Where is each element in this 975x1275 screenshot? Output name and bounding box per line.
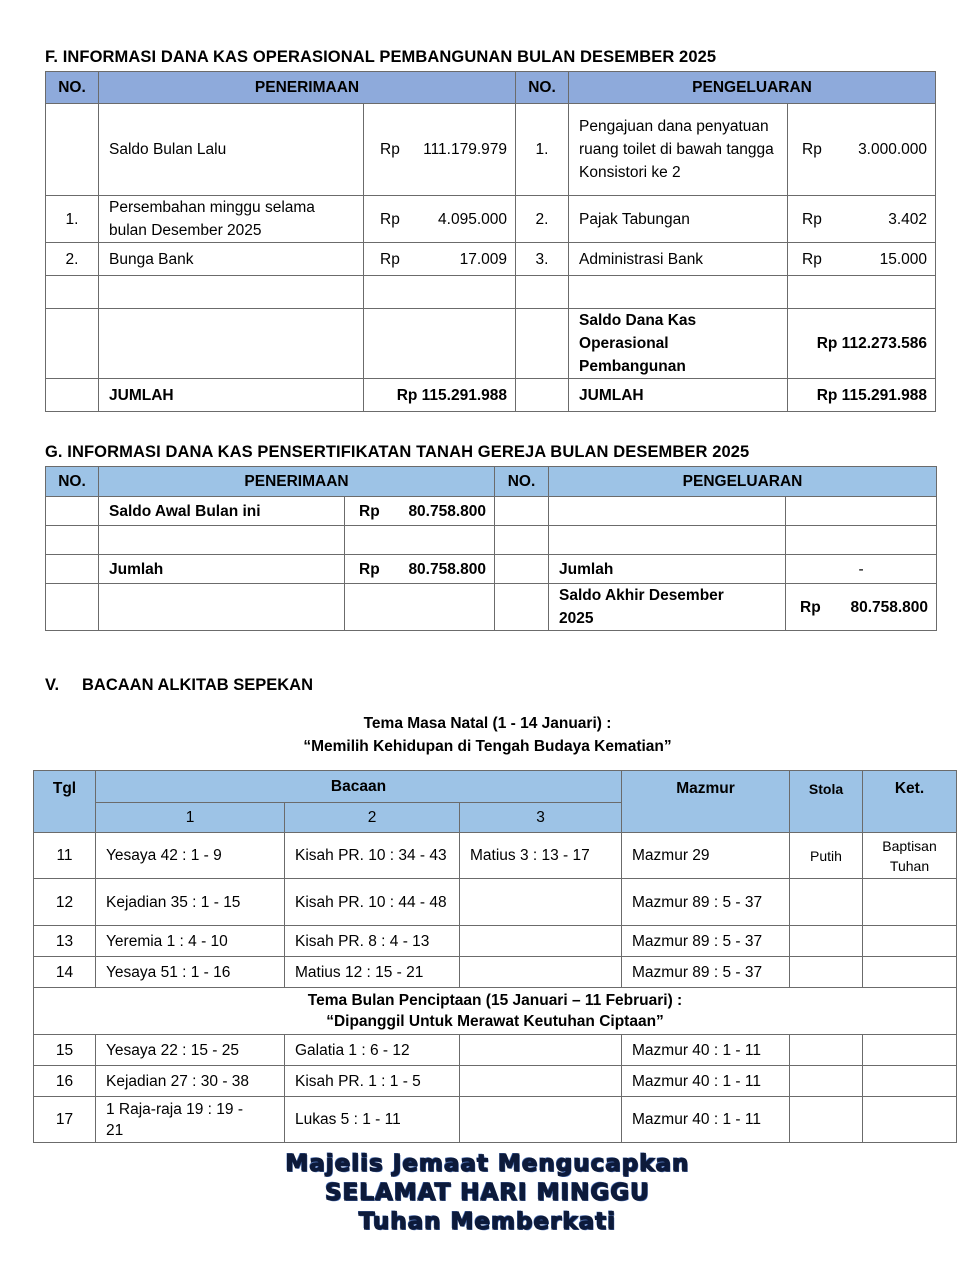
amount: 80.758.800 [408, 560, 487, 578]
empty-cell [495, 497, 549, 526]
table-row [34, 1097, 957, 1143]
bacaan-2: Lukas 5 : 1 - 11 [285, 1097, 460, 1143]
empty-cell [516, 309, 569, 379]
out-amount [788, 243, 936, 276]
currency: Rp [802, 141, 822, 158]
empty-cell [46, 497, 99, 526]
tgl: 16 [34, 1066, 96, 1097]
bacaan-2: Kisah PR. 10 : 44 - 48 [285, 879, 460, 926]
bacaan-3 [460, 1066, 622, 1097]
ket [863, 926, 957, 957]
header-bacaan-3: 3 [460, 803, 622, 833]
bacaan-3 [460, 926, 622, 957]
currency: Rp [802, 250, 822, 268]
bacaan-2: Kisah PR. 8 : 4 - 13 [285, 926, 460, 957]
empty-cell [516, 276, 569, 309]
table-row [34, 879, 957, 926]
amount: 3.402 [888, 210, 928, 228]
table-row [34, 926, 957, 957]
amount: 111.179.979 [423, 141, 508, 158]
in-amount [364, 104, 516, 196]
footer-line-2: SELAMAT HARI MINGGU [325, 1180, 650, 1206]
out-no: 3. [516, 243, 569, 276]
total-out-label: Jumlah [549, 555, 786, 584]
saldo-akhir-label: Saldo Akhir Desember 2025 [549, 584, 786, 631]
tgl: 17 [34, 1097, 96, 1143]
table-row [46, 104, 936, 196]
empty-cell [46, 309, 99, 379]
section-label: BACAAN ALKITAB SEPEKAN [82, 676, 313, 694]
empty-cell [99, 309, 364, 379]
tgl: 15 [34, 1035, 96, 1066]
amount: 3.000.000 [858, 141, 928, 158]
mazmur: Mazmur 89 : 5 - 37 [622, 926, 790, 957]
theme-penciptaan-title: Tema Bulan Penciptaan (15 Januari – 11 Februari) : [307, 992, 683, 1009]
in-desc: Bunga Bank [99, 243, 364, 276]
table-kas-operasional [45, 71, 936, 412]
currency: Rp [802, 210, 822, 228]
tgl: 14 [34, 957, 96, 988]
amount: 4.095.000 [438, 210, 508, 228]
total-out-label: JUMLAH [569, 379, 788, 412]
bacaan-1: Yesaya 42 : 1 - 9 [96, 833, 285, 879]
currency: Rp [359, 502, 380, 520]
empty-cell [46, 276, 99, 309]
empty-cell [786, 526, 937, 555]
table-bacaan-alkitab [33, 770, 957, 1143]
empty-cell [364, 309, 516, 379]
theme-penciptaan-quote: “Dipanggil Untuk Merawat Keutuhan Ciptaan” [326, 1013, 664, 1030]
header-bacaan-2: 2 [285, 803, 460, 833]
empty-cell [495, 526, 549, 555]
header-no-2: NO. [495, 467, 549, 497]
table-row [34, 1066, 957, 1097]
in-no: 1. [46, 196, 99, 243]
bacaan-1: 1 Raja-raja 19 : 19 - 21 [96, 1097, 285, 1143]
empty-cell [495, 555, 549, 584]
empty-cell [495, 584, 549, 631]
total-in-label: JUMLAH [99, 379, 364, 412]
in-amount [345, 497, 495, 526]
table-row-total [46, 379, 936, 412]
currency: Rp [800, 598, 821, 616]
empty-cell [99, 276, 364, 309]
in-desc: Saldo Awal Bulan ini [99, 497, 345, 526]
section-f-title: F. INFORMASI DANA KAS OPERASIONAL PEMBANGUNAN BULAN DESEMBER 2025 [45, 48, 717, 66]
bacaan-1: Kejadian 27 : 30 - 38 [96, 1066, 285, 1097]
saldo-value: Rp 112.273.586 [788, 309, 936, 379]
empty-cell [788, 276, 936, 309]
ket [863, 1066, 957, 1097]
empty-cell [99, 526, 345, 555]
theme-row [34, 988, 957, 1035]
header-penerimaan: PENERIMAAN [99, 467, 495, 497]
tgl: 11 [34, 833, 96, 879]
header-ket: Ket. [863, 771, 957, 833]
header-tgl: Tgl [34, 771, 96, 833]
mazmur: Mazmur 29 [622, 833, 790, 879]
in-no: 2. [46, 243, 99, 276]
table-header-row [46, 467, 937, 497]
theme-penciptaan [34, 988, 957, 1035]
empty-cell [569, 276, 788, 309]
in-amount [364, 243, 516, 276]
empty-cell [99, 584, 345, 631]
header-no-2: NO. [516, 72, 569, 104]
mazmur: Mazmur 40 : 1 - 11 [622, 1035, 790, 1066]
ket [863, 1097, 957, 1143]
stola: Putih [790, 833, 863, 879]
out-desc: Pajak Tabungan [569, 196, 788, 243]
ket [863, 957, 957, 988]
table-row [46, 243, 936, 276]
amount: 15.000 [879, 250, 928, 268]
saldo-label: Saldo Dana Kas Operasional Pembangunan [569, 309, 788, 379]
section-g-title: G. INFORMASI DANA KAS PENSERTIFIKATAN TANAH GEREJA BULAN DESEMBER 2025 [45, 443, 750, 461]
stola [790, 1097, 863, 1143]
stola [790, 879, 863, 926]
out-no: 2. [516, 196, 569, 243]
empty-cell [549, 526, 786, 555]
bacaan-1: Yesaya 22 : 15 - 25 [96, 1035, 285, 1066]
total-out-value: Rp 115.291.988 [788, 379, 936, 412]
total-in-amount [345, 555, 495, 584]
bacaan-2: Galatia 1 : 6 - 12 [285, 1035, 460, 1066]
theme-natal-title: Tema Masa Natal (1 - 14 Januari) : [363, 715, 612, 732]
mazmur: Mazmur 89 : 5 - 37 [622, 879, 790, 926]
empty-cell [516, 379, 569, 412]
currency: Rp [359, 560, 380, 578]
empty-cell [46, 379, 99, 412]
bacaan-3 [460, 879, 622, 926]
stola [790, 957, 863, 988]
theme-natal-quote: “Memilih Kehidupan di Tengah Budaya Kematian” [303, 738, 672, 755]
ket [863, 1035, 957, 1066]
in-desc: Persembahan minggu selama bulan Desember 2025 [99, 196, 364, 243]
bacaan-3 [460, 1097, 622, 1143]
empty-cell [46, 555, 99, 584]
stola [790, 1066, 863, 1097]
table-row [34, 833, 957, 879]
header-bacaan: Bacaan [96, 771, 622, 803]
header-no: NO. [46, 467, 99, 497]
in-desc: Saldo Bulan Lalu [99, 104, 364, 196]
footer-greeting [0, 1150, 975, 1237]
ket [863, 879, 957, 926]
stola [790, 926, 863, 957]
mazmur: Mazmur 89 : 5 - 37 [622, 957, 790, 988]
header-penerimaan: PENERIMAAN [99, 72, 516, 104]
empty-cell [549, 497, 786, 526]
table-row [46, 497, 937, 526]
bacaan-3 [460, 957, 622, 988]
empty-cell [345, 526, 495, 555]
bacaan-1: Kejadian 35 : 1 - 15 [96, 879, 285, 926]
out-no: 1. [516, 104, 569, 196]
table-row [34, 1035, 957, 1066]
tgl: 13 [34, 926, 96, 957]
amount: 80.758.800 [408, 502, 487, 520]
total-in-value: Rp 115.291.988 [364, 379, 516, 412]
currency: Rp [380, 141, 400, 158]
table-kas-pensertifikatan [45, 466, 937, 631]
table-header-row [34, 771, 957, 803]
table-row-total [46, 555, 937, 584]
header-bacaan-1: 1 [96, 803, 285, 833]
bacaan-3: Matius 3 : 13 - 17 [460, 833, 622, 879]
header-stola: Stola [790, 771, 863, 833]
mazmur: Mazmur 40 : 1 - 11 [622, 1066, 790, 1097]
total-in-label: Jumlah [99, 555, 345, 584]
mazmur: Mazmur 40 : 1 - 11 [622, 1097, 790, 1143]
in-no [46, 104, 99, 196]
bacaan-1: Yesaya 51 : 1 - 16 [96, 957, 285, 988]
tgl: 12 [34, 879, 96, 926]
table-row-saldo [46, 309, 936, 379]
bacaan-2: Kisah PR. 1 : 1 - 5 [285, 1066, 460, 1097]
out-amount [788, 104, 936, 196]
table-header-row [46, 72, 936, 104]
out-desc: Pengajuan dana penyatuan ruang toilet di bawah tangga Konsistori ke 2 [569, 104, 788, 196]
amount: 80.758.800 [850, 598, 929, 616]
footer-line-3: Tuhan Memberkati [358, 1209, 617, 1235]
table-row [46, 196, 936, 243]
section-number: V. [45, 676, 60, 694]
empty-cell [786, 497, 937, 526]
bacaan-2: Kisah PR. 10 : 34 - 43 [285, 833, 460, 879]
saldo-akhir-value [786, 584, 937, 631]
header-pengeluaran: PENGELUARAN [549, 467, 937, 497]
out-amount [788, 196, 936, 243]
empty-cell [364, 276, 516, 309]
footer-line-1: Majelis Jemaat Mengucapkan [285, 1151, 690, 1177]
header-pengeluaran: PENGELUARAN [569, 72, 936, 104]
empty-cell [46, 584, 99, 631]
empty-cell [46, 526, 99, 555]
bacaan-title [45, 676, 313, 695]
table-row-saldo [46, 584, 937, 631]
out-desc: Administrasi Bank [569, 243, 788, 276]
total-out-value: - [786, 555, 937, 584]
currency: Rp [380, 210, 400, 228]
table-row-empty [46, 276, 936, 309]
table-row [34, 957, 957, 988]
stola [790, 1035, 863, 1066]
ket: Baptisan Tuhan [863, 833, 957, 879]
table-row-empty [46, 526, 937, 555]
in-amount [364, 196, 516, 243]
amount: 17.009 [459, 250, 508, 268]
currency: Rp [380, 250, 400, 268]
empty-cell [345, 584, 495, 631]
bacaan-3 [460, 1035, 622, 1066]
header-mazmur: Mazmur [622, 771, 790, 833]
bacaan-2: Matius 12 : 15 - 21 [285, 957, 460, 988]
header-no: NO. [46, 72, 99, 104]
bacaan-1: Yeremia 1 : 4 - 10 [96, 926, 285, 957]
